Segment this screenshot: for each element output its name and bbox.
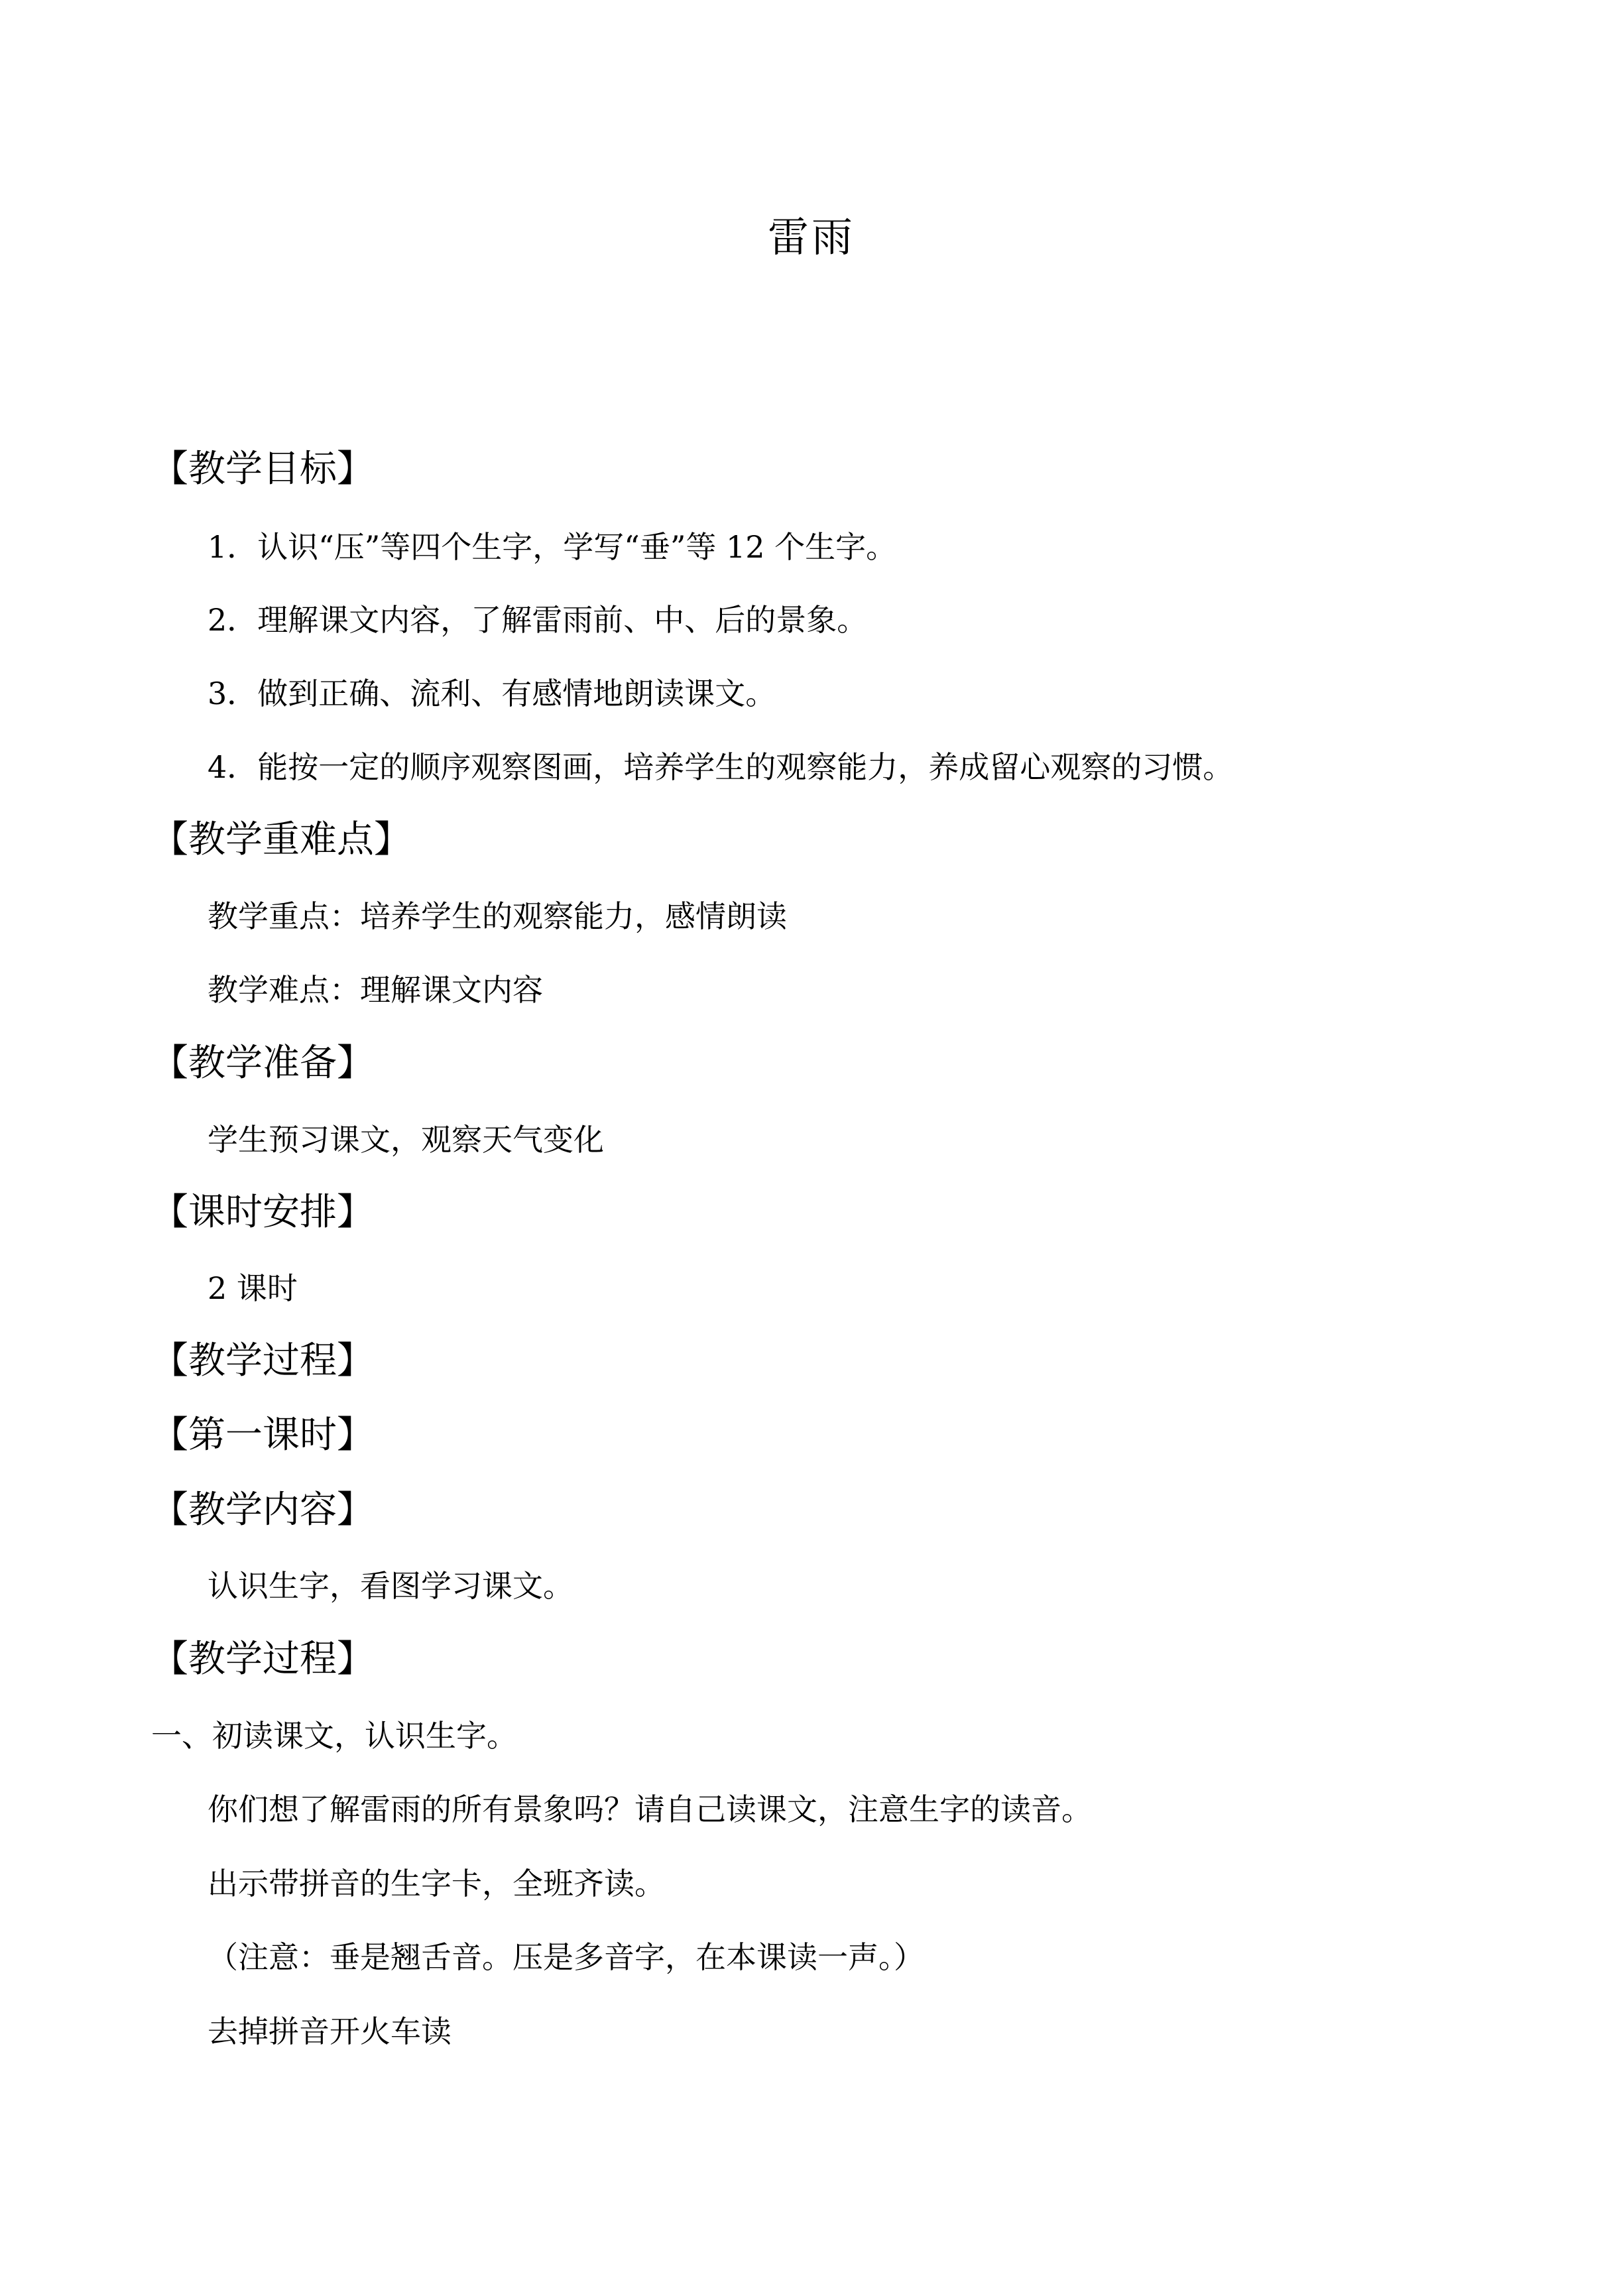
heading-teaching-process-2: 【教学过程】 <box>151 1638 374 1681</box>
step1-line-3: （注意：垂是翘舌音。压是多音字，在本课读一声。） <box>208 1939 924 1975</box>
heading-teaching-goals: 【教学目标】 <box>151 448 374 491</box>
step1-line-1: 你们想了解雷雨的所有景象吗？请自己读课文，注意生字的读音。 <box>208 1791 1092 1827</box>
key-point-text: 教学重点：培养学生的观察能力，感情朗读 <box>208 898 787 934</box>
schedule-text: 2 课时 <box>208 1270 298 1306</box>
heading-key-difficult-points: 【教学重难点】 <box>151 818 411 861</box>
heading-teaching-prep: 【教学准备】 <box>151 1042 374 1085</box>
document-title: 雷雨 <box>767 213 855 261</box>
prep-text: 学生预习课文，观察天气变化 <box>208 1122 604 1158</box>
step1-line-4: 去掉拼音开火车读 <box>208 2014 451 2049</box>
heading-teaching-process: 【教学过程】 <box>151 1339 374 1382</box>
goal-item-1: 1．认识“压”等四个生字，学写“垂”等 12 个生字。 <box>208 529 897 565</box>
step1-title: 一、初读课文，认识生字。 <box>151 1718 517 1754</box>
goal-item-3: 3．做到正确、流利、有感情地朗读课文。 <box>208 676 776 711</box>
difficult-point-text: 教学难点：理解课文内容 <box>208 972 543 1008</box>
content-text: 认识生字，看图学习课文。 <box>208 1568 573 1604</box>
heading-schedule: 【课时安排】 <box>151 1191 374 1234</box>
heading-first-lesson: 【第一课时】 <box>151 1414 374 1457</box>
heading-teaching-content: 【教学内容】 <box>151 1488 374 1532</box>
goal-item-4: 4．能按一定的顺序观察图画，培养学生的观察能力，养成留心观察的习惯。 <box>208 749 1234 785</box>
step1-line-2: 出示带拼音的生字卡，全班齐读。 <box>208 1866 665 1902</box>
goal-item-2: 2．理解课文内容，了解雷雨前、中、后的景象。 <box>208 602 868 638</box>
